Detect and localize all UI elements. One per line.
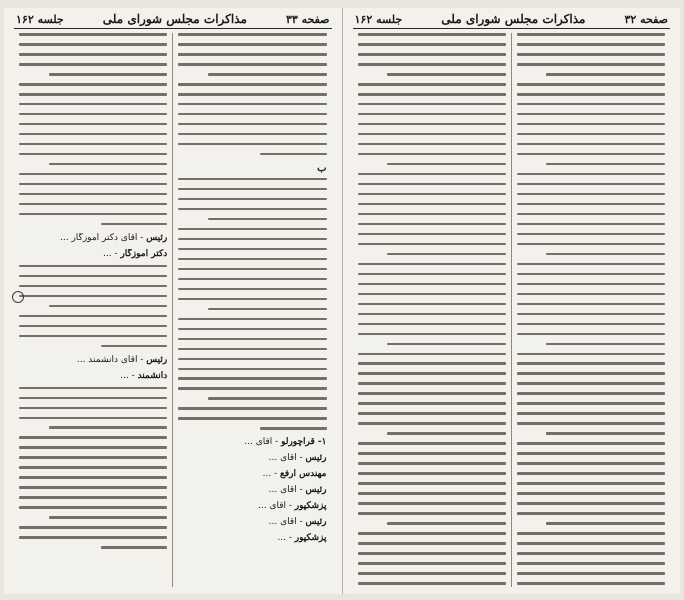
text-line	[358, 283, 506, 286]
text-line	[19, 407, 167, 410]
text-line	[178, 338, 326, 341]
text-line	[546, 343, 665, 346]
text-line	[358, 472, 506, 475]
text-line	[49, 426, 168, 429]
text-line	[358, 213, 506, 216]
text-line	[358, 582, 506, 585]
text-line	[178, 123, 326, 126]
text-line	[358, 402, 506, 405]
text-line	[517, 133, 665, 136]
right-page-session: جلسه ۱۶۲	[354, 13, 403, 26]
text-line	[178, 63, 326, 66]
right-page-header	[353, 8, 671, 29]
text-line	[178, 178, 326, 181]
speaker-remark: - آقای ...	[268, 453, 306, 464]
text-line	[178, 103, 326, 106]
text-line	[101, 546, 168, 549]
speaker-remark: - ...	[120, 370, 138, 381]
text-line	[358, 572, 506, 575]
speaker-heading	[178, 501, 326, 512]
text-line	[358, 143, 506, 146]
text-line	[387, 522, 506, 525]
text-line	[358, 273, 506, 276]
text-line	[517, 113, 665, 116]
text-line	[546, 163, 665, 166]
text-line	[517, 43, 665, 46]
text-line	[358, 223, 506, 226]
text-line	[358, 193, 506, 196]
text-line	[19, 203, 167, 206]
right-page-number: صفحه ۳۲	[624, 13, 668, 26]
text-line	[19, 143, 167, 146]
text-line	[517, 382, 665, 385]
speaker-remark: - آقای ...	[268, 517, 306, 528]
text-line	[19, 387, 167, 390]
text-line	[208, 397, 327, 400]
text-line	[358, 382, 506, 385]
text-line	[517, 63, 665, 66]
text-line	[358, 233, 506, 236]
text-line	[517, 392, 665, 395]
text-line	[260, 153, 327, 156]
speaker-name: رئیس	[305, 517, 327, 528]
text-line	[517, 362, 665, 365]
text-line	[19, 536, 167, 539]
speaker-name: پزشکپور	[294, 501, 327, 512]
text-line	[546, 253, 665, 256]
text-line	[358, 482, 506, 485]
text-line	[358, 113, 506, 116]
right-page-columns	[353, 33, 671, 587]
text-line	[19, 53, 167, 56]
text-line	[517, 422, 665, 425]
text-line	[178, 43, 326, 46]
text-line	[178, 348, 326, 351]
text-line	[178, 377, 326, 380]
text-line	[358, 392, 506, 395]
text-line	[260, 427, 327, 430]
text-line	[358, 203, 506, 206]
text-line	[358, 303, 506, 306]
text-line	[19, 456, 167, 459]
text-line	[387, 163, 506, 166]
text-line	[358, 263, 506, 266]
speaker-remark: - ...	[103, 248, 121, 259]
speaker-remark: - آقای دکتر آموزگار ...	[60, 232, 147, 243]
speaker-name: رئیس	[146, 354, 168, 365]
text-line	[178, 93, 326, 96]
text-line	[358, 293, 506, 296]
text-line	[517, 482, 665, 485]
text-line	[178, 407, 326, 410]
text-line	[19, 193, 167, 196]
text-line	[178, 208, 326, 211]
text-line	[358, 123, 506, 126]
text-line	[517, 353, 665, 356]
text-line	[19, 43, 167, 46]
speaker-remark: - آقای ...	[268, 485, 306, 496]
text-line	[358, 442, 506, 445]
text-line	[19, 506, 167, 509]
text-line	[178, 133, 326, 136]
left-page-header	[14, 8, 332, 29]
text-line	[517, 33, 665, 36]
text-line	[358, 243, 506, 246]
text-line	[517, 203, 665, 206]
text-line	[19, 397, 167, 400]
text-line	[517, 173, 665, 176]
text-line	[517, 183, 665, 186]
text-line	[178, 248, 326, 251]
text-line	[49, 516, 168, 519]
text-line	[19, 83, 167, 86]
speaker-heading	[178, 437, 326, 448]
text-line	[178, 113, 326, 116]
text-line	[208, 308, 327, 311]
text-line	[358, 372, 506, 375]
text-line	[358, 542, 506, 545]
binding-hole-mark	[12, 291, 24, 303]
text-line	[19, 213, 167, 216]
speaker-name: رئیس	[305, 453, 327, 464]
text-line	[19, 496, 167, 499]
text-line	[517, 53, 665, 56]
text-line	[387, 432, 506, 435]
text-line	[101, 223, 168, 226]
text-line	[19, 486, 167, 489]
text-line	[178, 83, 326, 86]
speaker-heading	[178, 533, 326, 544]
text-line	[517, 263, 665, 266]
speaker-name: رئیس	[305, 485, 327, 496]
text-line	[517, 123, 665, 126]
text-line	[517, 402, 665, 405]
speaker-remark: - ...	[262, 469, 281, 480]
speaker-heading	[19, 249, 167, 260]
text-line	[19, 285, 167, 288]
text-line	[49, 73, 168, 76]
text-line	[358, 562, 506, 565]
speaker-heading	[178, 453, 326, 464]
text-line	[358, 323, 506, 326]
text-line	[19, 173, 167, 176]
text-line	[19, 417, 167, 420]
left-page-session: جلسه ۱۶۲	[16, 13, 64, 26]
text-line	[178, 143, 326, 146]
left-page-column-right	[173, 33, 331, 587]
text-line	[358, 452, 506, 455]
right-page-title: مذاکرات مجلس شورای ملی	[441, 12, 586, 26]
speaker-heading	[178, 469, 326, 480]
speaker-heading	[19, 371, 167, 382]
text-line	[517, 323, 665, 326]
speaker-remark: - آقای دانشمند ...	[76, 354, 147, 365]
text-line	[358, 103, 506, 106]
text-line	[358, 43, 506, 46]
text-line	[19, 265, 167, 268]
speaker-remark: - ...	[277, 533, 295, 544]
text-line	[178, 387, 326, 390]
text-line	[517, 193, 665, 196]
text-line	[358, 492, 506, 495]
text-line	[517, 552, 665, 555]
speaker-name: دکتر آموزگار	[120, 248, 168, 259]
text-line	[178, 417, 326, 420]
speaker-name: پزشکپور	[294, 533, 327, 544]
text-line	[358, 422, 506, 425]
text-line	[19, 93, 167, 96]
text-line	[101, 345, 168, 348]
text-line	[517, 333, 665, 336]
speaker-remark: - آقای ...	[244, 437, 282, 448]
text-line	[358, 353, 506, 356]
text-line	[178, 298, 326, 301]
text-line	[178, 358, 326, 361]
text-line	[178, 33, 326, 36]
text-line	[19, 103, 167, 106]
text-line	[19, 436, 167, 439]
text-line	[517, 582, 665, 585]
text-line	[517, 243, 665, 246]
text-line	[517, 462, 665, 465]
speaker-name: دانشمند	[137, 370, 168, 381]
text-line	[178, 53, 326, 56]
text-line	[546, 432, 665, 435]
text-line	[19, 275, 167, 278]
right-page-column-left	[353, 33, 512, 587]
text-line	[517, 512, 665, 515]
text-line	[19, 153, 167, 156]
left-page	[4, 8, 342, 594]
text-line	[19, 113, 167, 116]
left-page-title: مذاکرات مجلس شورای ملی	[102, 12, 247, 26]
text-line	[358, 502, 506, 505]
text-line	[517, 502, 665, 505]
text-line	[358, 83, 506, 86]
text-line	[19, 446, 167, 449]
text-line	[208, 73, 327, 76]
right-page-column-right	[512, 33, 670, 587]
text-line	[517, 283, 665, 286]
text-line	[517, 93, 665, 96]
left-page-columns	[14, 33, 332, 587]
text-line	[19, 325, 167, 328]
text-line	[178, 228, 326, 231]
text-line	[358, 53, 506, 56]
text-line	[517, 532, 665, 535]
left-page-column-left	[14, 33, 173, 587]
speaker-heading	[19, 355, 167, 366]
text-line	[178, 328, 326, 331]
text-line	[517, 223, 665, 226]
speaker-name: رئیس	[146, 232, 168, 243]
text-line	[517, 293, 665, 296]
text-line	[19, 526, 167, 529]
text-line	[546, 73, 665, 76]
text-line	[517, 143, 665, 146]
text-line	[19, 335, 167, 338]
text-line	[358, 512, 506, 515]
text-line	[358, 183, 506, 186]
text-line	[49, 305, 168, 308]
text-line	[358, 412, 506, 415]
text-line	[178, 258, 326, 261]
text-line	[19, 476, 167, 479]
left-page-number: صفحه ۳۳	[285, 13, 330, 26]
text-line	[178, 368, 326, 371]
text-line	[358, 173, 506, 176]
text-line	[19, 133, 167, 136]
text-line	[387, 343, 506, 346]
text-line	[19, 123, 167, 126]
text-line	[19, 466, 167, 469]
text-line	[19, 63, 167, 66]
text-line	[358, 93, 506, 96]
text-line	[178, 318, 326, 321]
text-line	[19, 183, 167, 186]
text-line	[546, 522, 665, 525]
text-line	[517, 562, 665, 565]
text-line	[358, 552, 506, 555]
text-line	[178, 278, 326, 281]
text-line	[517, 442, 665, 445]
text-line	[517, 153, 665, 156]
text-line	[19, 33, 167, 36]
text-line	[517, 313, 665, 316]
right-page	[343, 8, 681, 594]
text-line	[517, 213, 665, 216]
text-line	[358, 33, 506, 36]
text-line	[517, 452, 665, 455]
text-line	[358, 313, 506, 316]
speaker-heading	[178, 485, 326, 496]
text-line	[358, 133, 506, 136]
text-line	[517, 572, 665, 575]
text-line	[178, 268, 326, 271]
text-line	[517, 412, 665, 415]
text-line	[358, 63, 506, 66]
text-line	[358, 462, 506, 465]
text-line	[517, 233, 665, 236]
text-line	[517, 103, 665, 106]
text-line	[358, 333, 506, 336]
text-line	[178, 238, 326, 241]
text-line	[517, 303, 665, 306]
text-line	[358, 153, 506, 156]
text-line	[178, 288, 326, 291]
text-line	[19, 295, 167, 298]
text-line	[517, 542, 665, 545]
text-line	[517, 83, 665, 86]
speaker-heading	[19, 233, 167, 244]
speaker-name: ۱- قراچورلو	[281, 437, 327, 448]
text-line	[517, 372, 665, 375]
text-line	[517, 492, 665, 495]
text-line	[387, 253, 506, 256]
speaker-remark: - آقای ...	[258, 501, 295, 512]
speaker-heading	[178, 517, 326, 528]
text-line	[208, 218, 327, 221]
text-line	[387, 73, 506, 76]
text-line	[178, 188, 326, 191]
text-line	[517, 273, 665, 276]
text-line	[517, 472, 665, 475]
text-line	[19, 315, 167, 318]
text-line	[358, 532, 506, 535]
speaker-name: مهندس ارفع	[280, 469, 327, 480]
section-mark: ب	[317, 162, 327, 174]
text-line	[358, 362, 506, 365]
text-line	[49, 163, 168, 166]
text-line	[178, 198, 326, 201]
